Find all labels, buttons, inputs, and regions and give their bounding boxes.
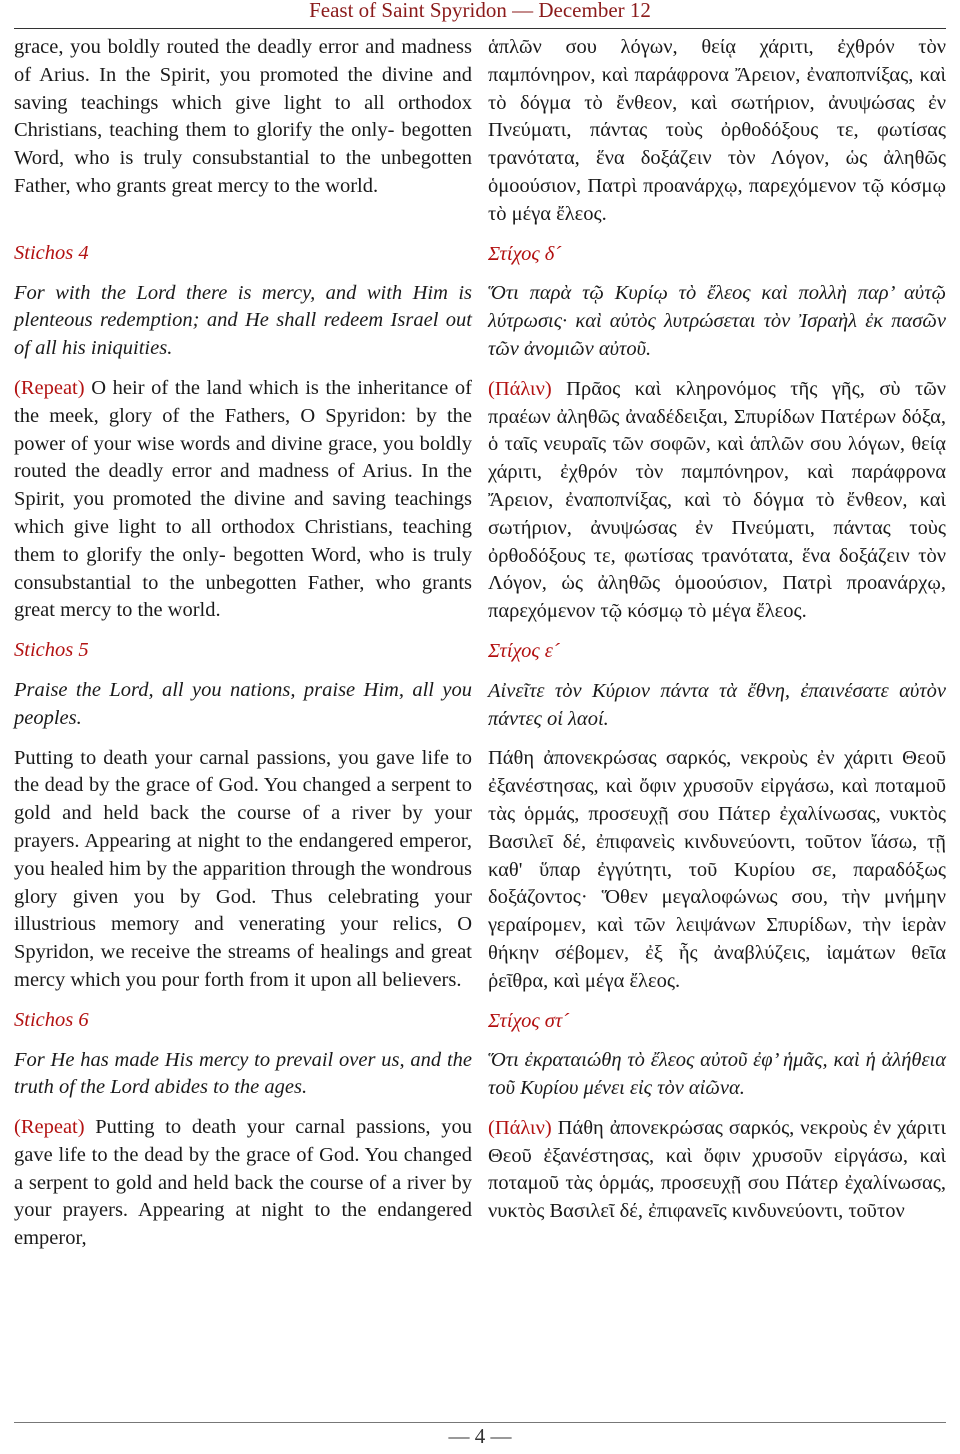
stichos-5-verse: Praise the Lord, all you nations, praise Him, all you peoples. — [14, 678, 472, 729]
greek-stichos-4-verse: Ὅτι παρὰ τῷ Κυρίῳ τὸ ἔλεος καὶ πολλὴ παρ’ αὐτῷ λύτρωσις· καὶ αὐτὸς λυτρώσεται τὸν Ἰσραὴλ ἐκ πασῶν τῶν ἀνομιῶν αὐτοῦ. — [488, 282, 946, 360]
greek-repeat-label: (Πάλιν) — [488, 1116, 552, 1139]
stichos-5-label: Stichos 5 — [14, 639, 89, 662]
footer-rule — [14, 1422, 946, 1423]
stichos-6-label: Stichos 6 — [14, 1008, 89, 1031]
greek-paragraph-1: ἁπλῶν σου λόγων, θείᾳ χάριτι, ἐχθρόν τὸν παμπόνηρον, καὶ παράφρονα Ἄρειον, ἐναποπνίξας, καὶ τὸ δόγμα τὸ ἔνθεον, καὶ σωτήριον, ἀνυψώσας ἐν Πνεύματι, πάντας τοὺς ὀρθοδόξους τε, φωτίσας τρανότατα, ἕνα δοξάζειν τὸν Λόγον, ὡς ἀληθῶς ὁμοούσιον, Πατρὶ προανάρχῳ, παρεχόμενον τῷ κόσμῳ τὸ μέγα ἔλεος. — [488, 36, 946, 225]
greek-paragraph-2 — [488, 376, 946, 626]
greek-paragraph-4 — [488, 1115, 946, 1226]
greek-paragraph-4-text: Πάθη ἀπονεκρώσας σαρκός, νεκροὺς ἐν χάριτι Θεοῦ ἐξανέστησας, καὶ ὄφιν χρυσοῦν εἰργάσω, καὶ ποταμοῦ τὰς ὁρμάς, προσευχῇ σου Πάτερ ἐχαλίνωσας, νυκτὸς Βασιλεῖ δέ, ἐπιφανεῖς κινδυνεύοντι, τοῦτον — [488, 1116, 946, 1223]
english-paragraph-4-text: Putting to death your carnal passions, you gave life to the dead by the grace of God. You changed a serpent to gold and held back the course of a river by your prayers. Appearing at night to the endangered emperor, — [14, 1116, 472, 1250]
greek-stichos-5-label: Στίχος ε´ — [488, 639, 560, 662]
header-rule — [14, 28, 946, 29]
english-paragraph-2 — [14, 375, 472, 625]
english-paragraph-2-text: O heir of the land which is the inheritance of the meek, glory of the Fathers, O Spyridon: by the power of your wise words and divine grace, you boldly routed the deadly error and madness of Arius. In the Spirit, you promoted the divine and saving teachings which give light to all orthodox Christians, teaching them to glorify the only- begotten Word, who is truly consubstantial to the unbegotten Father, who grants great mercy to the world. — [14, 376, 472, 622]
greek-stichos-4-label: Στίχος δ´ — [488, 242, 562, 265]
repeat-label: (Repeat) — [14, 1116, 85, 1139]
stichos-4-label: Stichos 4 — [14, 241, 89, 264]
greek-paragraph-2-text: Πρᾶος καὶ κληρονόμος τῆς γῆς, σὺ τῶν πραέων ἀληθῶς ἀναδέδειξαι, Σπυρίδων Πατέρων δόξα, ὁ ταῖς νευραῖς τῶν σοφῶν, καὶ ἁπλῶν σου λόγων, θείᾳ χάριτι, ἐχθρόν τὸν παμπόνηρον, καὶ παράφρονα Ἄρειον, ἐναποπνίξας, καὶ τὸ δόγμα τὸ ἔνθεον, καὶ σωτήριον, ἀνυψώσας ἐν Πνεύματι, πάντας τοὺς ὀρθοδόξους τε, φωτίσας τρανότατα, ἕνα δοξάζειν τὸν Λόγον, ὡς ἀληθῶς ὁμοούσιον, Πατρὶ προανάρχῳ, παρεχόμενον τῷ κόσμῳ τὸ μέγα ἔλεος. — [488, 377, 946, 623]
english-column — [14, 34, 472, 1253]
greek-stichos-6-verse: Ὅτι ἐκραταιώθη τὸ ἔλεος αὐτοῦ ἐφ’ ἡμᾶς, καὶ ἡ ἀλήθεια τοῦ Κυρίου μένει εἰς τὸν αἰῶνα. — [488, 1049, 946, 1100]
stichos-6-verse: For He has made His mercy to prevail over us, and the truth of the Lord abides to the ages. — [14, 1048, 472, 1099]
repeat-label: (Repeat) — [14, 376, 85, 399]
page-header: Feast of Saint Spyridon — December 12 — [309, 0, 651, 22]
greek-stichos-5-verse: Αἰνεῖτε τὸν Κύριον πάντα τὰ ἔθνη, ἐπαινέσατε αὐτὸν πάντες οἱ λαοί. — [488, 679, 946, 730]
page-number: — 4 — — [448, 1424, 512, 1448]
greek-stichos-6-label: Στίχος στ´ — [488, 1009, 570, 1032]
english-paragraph-3: Putting to death your carnal passions, you gave life to the dead by the grace of God. You changed a serpent to gold and held back the course of a river by your prayers. Appearing at night to the endangered emperor, you healed him by the apparition through the wondrous glory given you by God. Thus celebrating your illustrious memory and venerating your relics, O Spyridon, we receive the streams of healings and great mercy which you pour forth from it upon all believers. — [14, 746, 472, 991]
english-paragraph-4 — [14, 1114, 472, 1253]
greek-repeat-label: (Πάλιν) — [488, 377, 552, 400]
english-paragraph-1: grace, you boldly routed the deadly error and madness of Arius. In the Spirit, you promoted the divine and saving teachings which give light to all orthodox Christians, teaching them to glorify the only- begotten Word, who is truly consubstantial to the unbegotten Father, who grants great mercy to the world. — [14, 36, 472, 197]
stichos-4-verse: For with the Lord there is mercy, and with Him is plenteous redemption; and He shall redeem Israel out of all his iniquities. — [14, 281, 472, 360]
greek-column — [488, 34, 946, 1226]
greek-paragraph-3: Πάθη ἀπονεκρώσας σαρκός, νεκροὺς ἐν χάριτι Θεοῦ ἐξανέστησας, καὶ ὄφιν χρυσοῦν εἰργάσω, καὶ ποταμοῦ τὰς ὁρμάς, προσευχῇ σου Πάτερ ἐχαλίνωσας, νυκτὸς Βασιλεῖ δέ, ἐπιφανεὶς κινδυνεύοντι, τοῦτον ἴάσω, τῇ καθ' ὕπαρ ἐγγύτητι, τοῦ Κυρίου σε, παραδόξως δοξάζοντος· Ὅθεν μεγαλοφώνως σου, τὴν μνήμην γεραίρομεν, καὶ τῶν λειψάνων Σπυρίδων, τὴν ἱερὰν θήκην σέβομεν, ἐξ ἧς ἀναβλύζεις, ἰαμάτων θεῖα ῥεῖθρα, καὶ μέγα ἔλεος. — [488, 747, 946, 992]
